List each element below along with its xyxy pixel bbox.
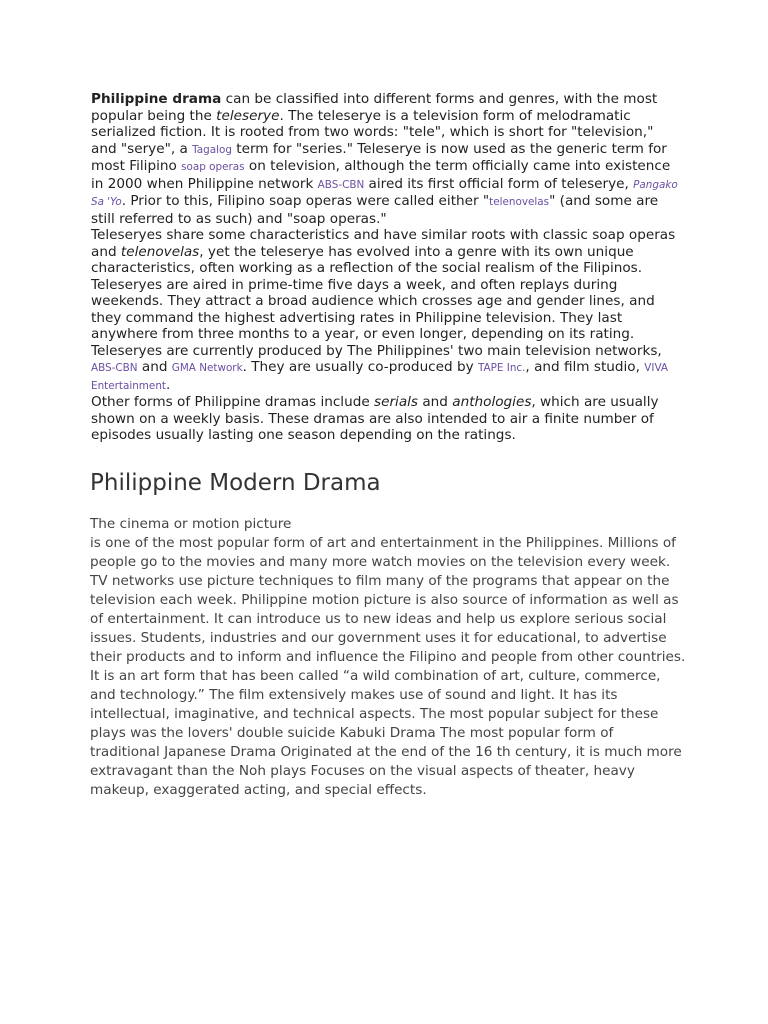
link-abs-cbn[interactable]: ABS-CBN [91,362,138,374]
text: can be classified into different forms and genres, with the most popular being the [91,91,658,124]
intro-paragraph-2 [91,227,681,394]
link-tape-inc[interactable]: TAPE Inc. [477,362,526,374]
link-telenovelas[interactable]: telenovelas [489,196,550,208]
text: . [165,376,171,393]
text: , which are usually shown on a weekly basis. These dramas are also intended to air a finite number of episodes usually lasting one season depending on the ratings. [91,394,659,443]
text: . The teleserye is a television form of melodramatic serialized fiction. It is rooted from two words: "tele", which is short for "television," and "serye", a [91,107,654,157]
intro-section [91,91,681,444]
text: Teleseryes share some characteristics and have similar roots with classic soap operas and [91,227,676,260]
intro-paragraph-3 [91,394,681,444]
text: on television, although the term officially came into existence in 2000 when Philippine network [91,158,671,192]
link-pangako-sa-yo[interactable]: Pangako Sa 'Yo [91,178,678,208]
text: . Prior to this, Filipino soap operas were called either " [121,193,490,209]
text: , yet the teleserye has evolved into a genre with its own unique characteristics, often working as a reflection of the social realism of the Filipinos. Teleseryes are aired in prime-time five days a week, and often replays during weekends. They attract a broad audience which crosses age and gender lines, and they command the highest advertising rates in Philippine television. They last anywhere from three months to a year, or even longer, depending on its rating. Teleseryes are currently produced by The Philippines' two main television networks, [91,243,662,359]
italic-term: teleserye [216,107,280,124]
section-body: is one of the most popular form of art and entertainment in the Philippines. Millions of people go to the movies and many more watch movies on the television every week. TV networks use picture techniques to film many of the programs that appear on the television each week. Philippine motion picture is also source of information as well as of entertainment. It can introduce us to new ideas and help us explore serious social issues. Students, industries and our government uses it for educational, to advertise their products and to inform and influence the Filipino and people from other countries. It is an art form that has been called “a wild combination of art, culture, commerce, and technology.” The film extensively makes use of sound and light. It has its intellectual, imaginative, and technical aspects. The most popular subject for these plays was the lovers' double suicide Kabuki Drama The most popular form of traditional Japanese Drama Originated at the end of the 16 th century, it is much more extravagant than the Noh plays Focuses on the visual aspects of theater, heavy makeup, exaggerated acting, and special effects. [90,535,686,798]
link-tagalog[interactable]: Tagalog [192,143,232,156]
text: and [418,394,453,410]
link-viva-entertainment[interactable]: VIVA Entertainment [91,362,668,392]
link-soap-operas[interactable]: soap operas [181,161,245,173]
modern-drama-section [90,515,686,800]
text: aired its first official form of teleserye, [364,175,634,192]
italic-term: anthologies [452,394,532,410]
text: term for "series." Teleserye is now used as the generic term for most Filipino [91,140,667,174]
text: , and film studio, [525,359,645,375]
italic-term: serials [374,394,419,410]
bold-term: Philippine drama [91,91,222,107]
text: and [137,359,172,375]
italic-term: telenovelas [120,243,200,260]
intro-paragraph-1 [91,91,681,227]
section-first-line: The cinema or motion picture [90,516,292,532]
text: " (and some are still referred to as such) and "soap operas." [91,193,659,227]
text: . They are usually co-produced by [242,359,478,375]
text: Other forms of Philippine dramas include [91,394,375,410]
link-abs-cbn[interactable]: ABS-CBN [317,178,365,191]
link-gma-network[interactable]: GMA Network [171,362,243,374]
section-heading: Philippine Modern Drama [90,470,381,496]
